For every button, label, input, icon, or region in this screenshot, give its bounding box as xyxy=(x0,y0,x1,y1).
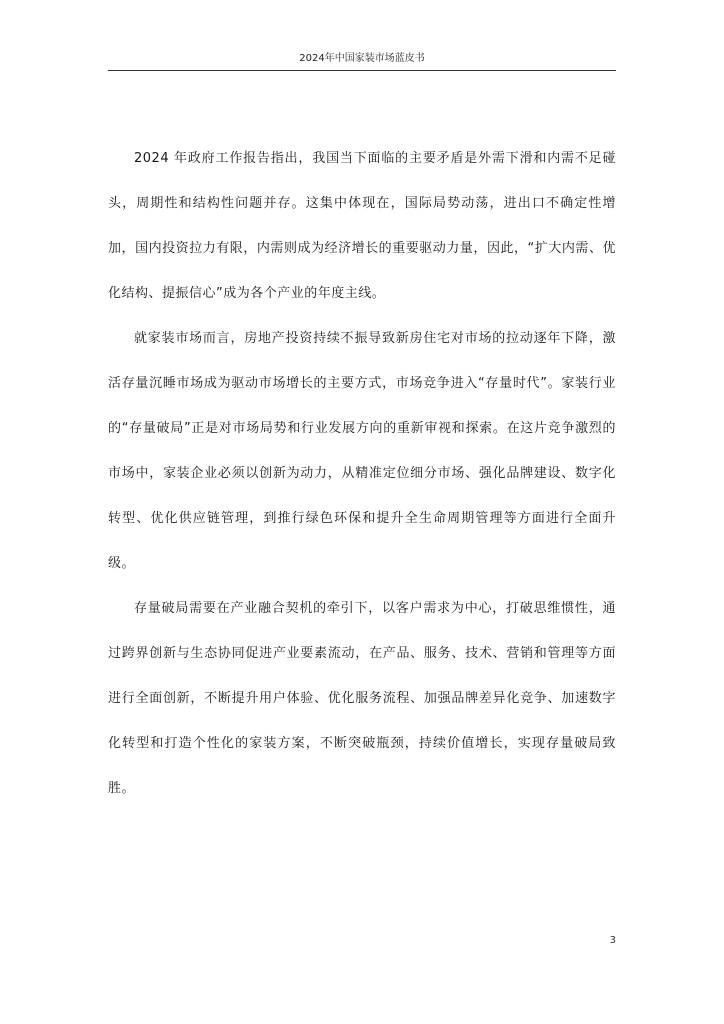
paragraph-1: 2024 年政府工作报告指出，我国当下面临的主要矛盾是外需下滑和内需不足碰头，周期性和结构性问题并存。这集中体现在，国际局势动荡，进出口不确定性增加，国内投资拉力有限，内需则成为经济增长的重要驱动力量，因此，“扩大内需、优化结构、提振信心”成为各个产业的年度主线。 xyxy=(108,151,616,301)
header-title: 2024年中国家装市场蓝皮书 xyxy=(299,53,425,64)
body-text xyxy=(108,136,616,811)
paragraph-3: 存量破局需要在产业融合契机的牵引下，以客户需求为中心，打破思维惯性，通过跨界创新与生态协同促进产业要素流动，在产品、服务、技术、营销和管理等方面进行全面创新，不断提升用户体验、优化服务流程、加强品牌差异化竞争、加速数字化转型和打造个性化的家装方案，不断突破瓶颈，持续价值增长，实现存量破局致胜。 xyxy=(108,601,616,796)
paragraph-2: 就家装市场而言，房地产投资持续不振导致新房住宅对市场的拉动逐年下降，激活存量沉睡市场成为驱动市场增长的主要方式，市场竞争进入“存量时代”。家装行业的“存量破局”正是对市场局势和行业发展方向的重新审视和探索。在这片竞争激烈的市场中，家装企业必须以创新为动力，从精准定位细分市场、强化品牌建设、数字化转型、优化供应链管理，到推行绿色环保和提升全生命周期管理等方面进行全面升级。 xyxy=(108,331,616,571)
page-number: 3 xyxy=(609,935,616,946)
page-header xyxy=(108,52,616,71)
